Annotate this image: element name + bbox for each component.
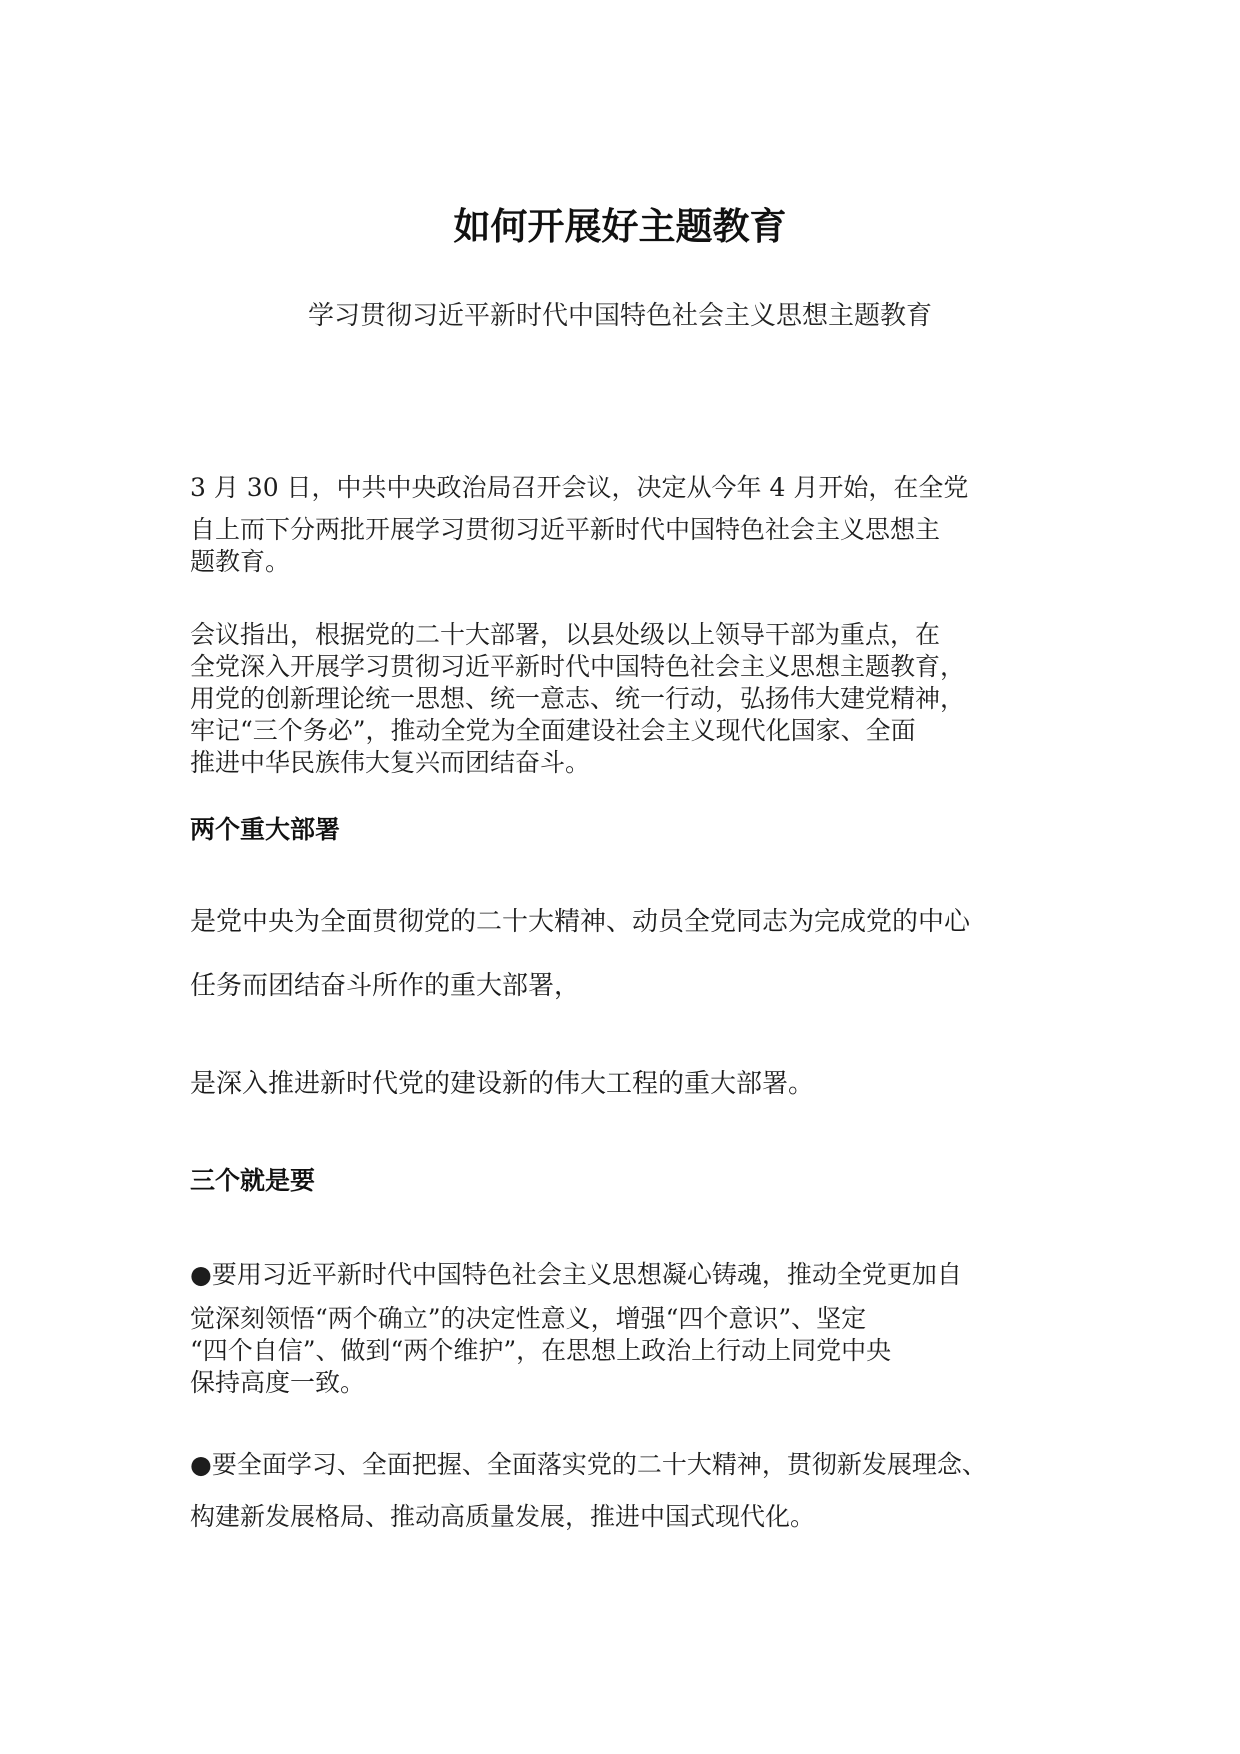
document-subtitle: 学习贯彻习近平新时代中国特色社会主义思想主题教育 — [307, 301, 932, 331]
section-heading-two-deployments: 两个重大部署 — [190, 815, 341, 844]
paragraph-meeting-line: 会议指出，根据党的二十大部署，以县处级以上领导干部为重点，在 — [190, 620, 941, 649]
paragraph-meeting-line: 牢记“三个务必”，推动全党为全面建设社会主义现代化国家、全面 — [190, 716, 916, 745]
section-heading-three-musts: 三个就是要 — [190, 1166, 316, 1195]
bullet-1-line-1: ●要用习近平新时代中国特色社会主义思想凝心铸魂，推动全党更加自 — [190, 1260, 962, 1289]
deployment-1-line-2: 任务而团结奋斗所作的重大部署， — [190, 971, 581, 1001]
paragraph-meeting-line: 推进中华民族伟大复兴而团结奋斗。 — [190, 748, 591, 777]
bullet-2-line-1: ●要全面学习、全面把握、全面落实党的二十大精神，贯彻新发展理念、 — [190, 1450, 987, 1479]
paragraph-meeting — [190, 619, 965, 779]
deployment-1-line-1: 是党中央为全面贯彻党的二十大精神、动员全党同志为完成党的中心 — [190, 907, 971, 937]
paragraph-intro-line-2: 自上而下分两批开展学习贯彻习近平新时代中国特色社会主义思想主 — [190, 515, 941, 544]
paragraph-meeting-line: 用党的创新理论统一思想、统一意志、统一行动，弘扬伟大建党精神， — [190, 684, 966, 713]
bullet-1-line: 觉深刻领悟“两个确立”的决定性意义，增强“四个意识”、坚定 — [190, 1304, 867, 1333]
document-title: 如何开展好主题教育 — [453, 205, 787, 248]
bullet-1-continued — [190, 1303, 891, 1399]
paragraph-intro-line-1: 3 月 30 日，中共中央政治局召开会议，决定从今年 4 月开始，在全党 — [190, 473, 969, 502]
bullet-2-line-2: 构建新发展格局、推动高质量发展，推进中国式现代化。 — [190, 1502, 816, 1531]
deployment-2: 是深入推进新时代党的建设新的伟大工程的重大部署。 — [190, 1069, 815, 1099]
paragraph-intro-continued — [190, 514, 940, 578]
bullet-1-line: “四个自信”、做到“两个维护”，在思想上政治上行动上同党中央 — [190, 1336, 892, 1365]
paragraph-intro-line-3: 题教育。 — [190, 547, 291, 576]
paragraph-meeting-line: 全党深入开展学习贯彻习近平新时代中国特色社会主义思想主题教育， — [190, 652, 966, 681]
bullet-1-line: 保持高度一致。 — [190, 1368, 366, 1397]
